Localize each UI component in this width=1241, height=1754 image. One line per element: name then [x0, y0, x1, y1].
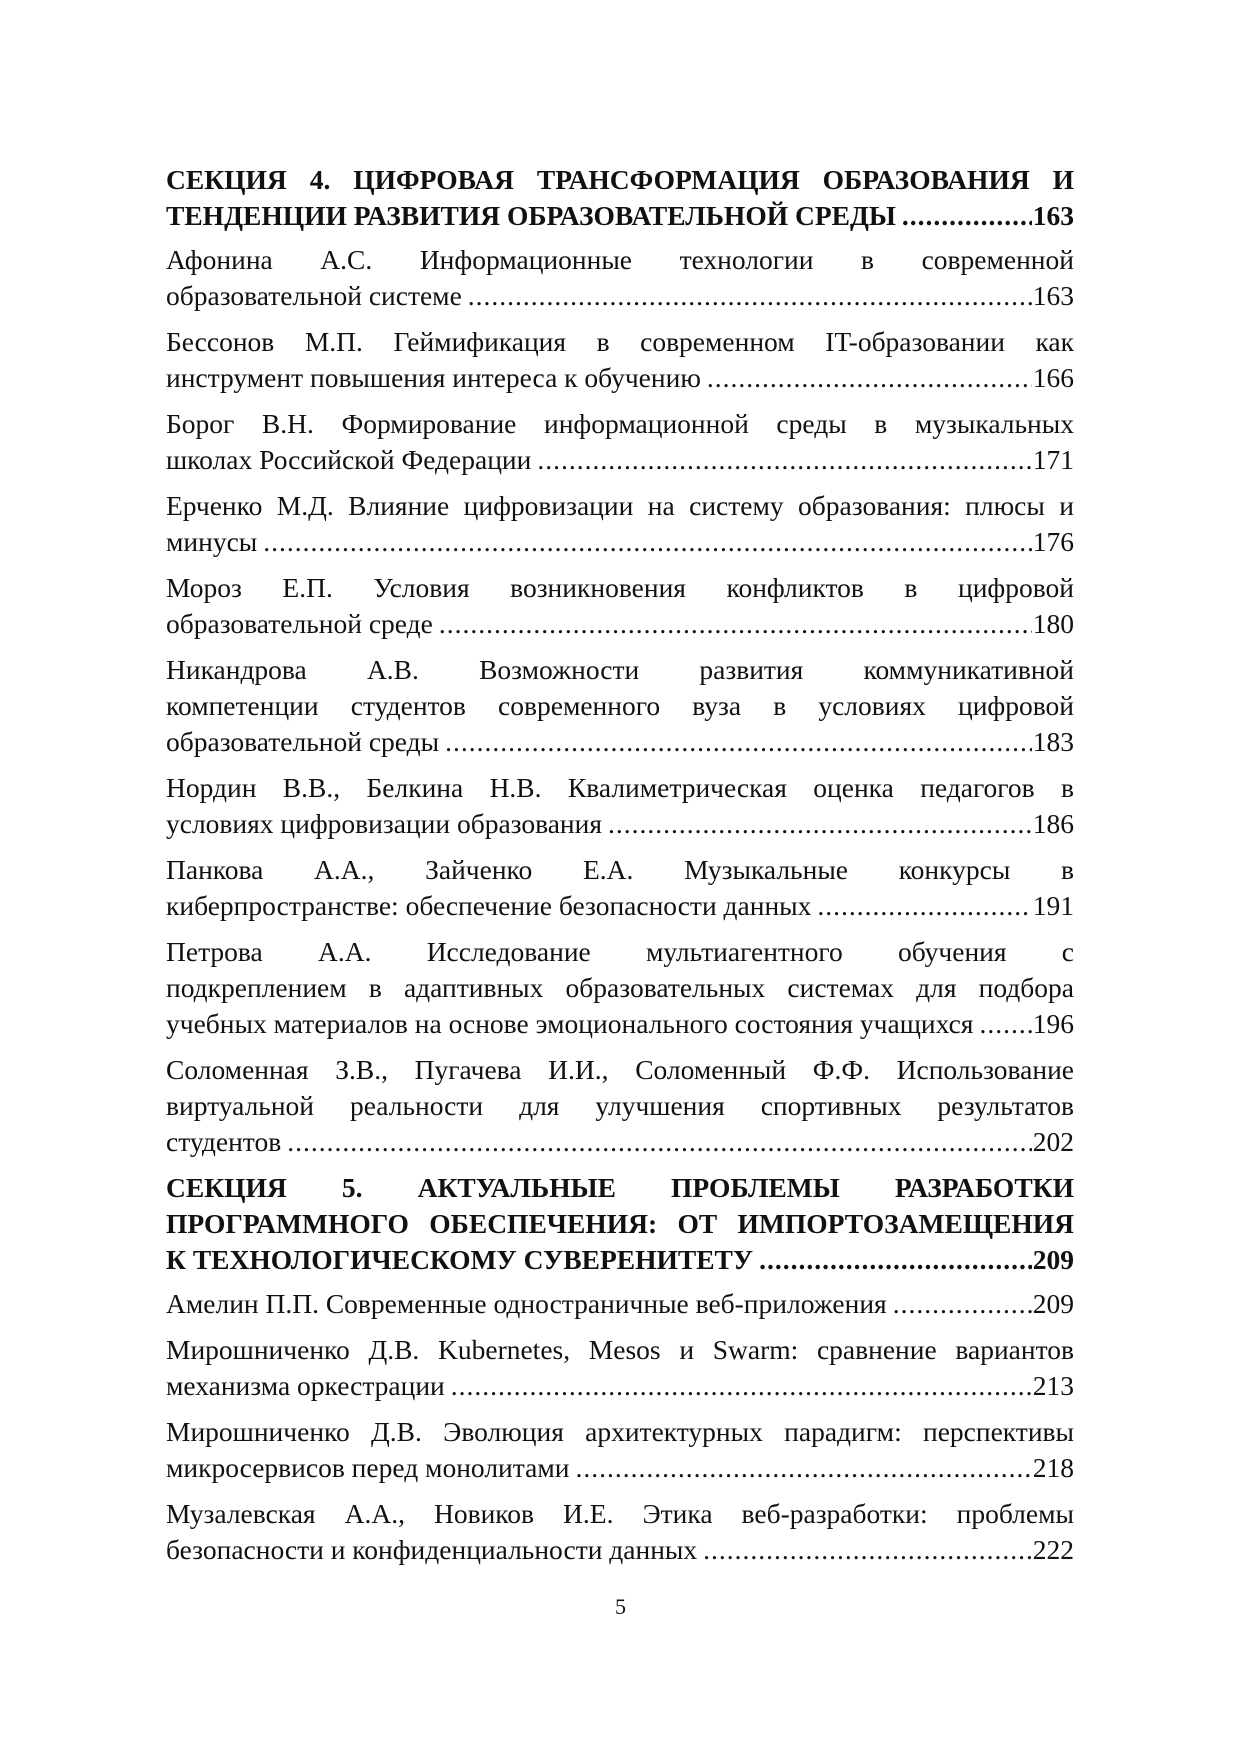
- toc-entry: [166, 1286, 1074, 1322]
- toc-entry: [166, 488, 1074, 560]
- toc-leader-line: [166, 1368, 1074, 1404]
- toc-line: Панкова А.А., Зайченко Е.А. Музыкальные конкурсы в: [166, 854, 1074, 885]
- dot-leader: [979, 1006, 1031, 1042]
- toc-line-text: К ТЕХНОЛОГИЧЕСКОМУ СУВЕРЕНИТЕТУ: [166, 1244, 754, 1275]
- toc-line-text: школах Российской Федерации: [166, 444, 532, 475]
- dot-leader: [263, 524, 1031, 560]
- toc-line: Бессонов М.П. Геймификация в современном IT-образовании как: [166, 326, 1074, 357]
- toc-leader-line: [166, 442, 1074, 478]
- toc-line-text: учебных материалов на основе эмоционального состояния учащихся: [166, 1008, 974, 1039]
- toc-entry: [166, 1414, 1074, 1486]
- toc-entry: [166, 1052, 1074, 1160]
- toc-leader-line: [166, 1242, 1074, 1278]
- toc-page-ref: 186: [1032, 808, 1074, 839]
- toc-page-ref: 202: [1032, 1126, 1074, 1157]
- toc-line-text: образовательной среды: [166, 726, 440, 757]
- toc-entry: [166, 852, 1074, 924]
- toc-entry: [166, 1332, 1074, 1404]
- toc-line-text: условиях цифровизации образования: [166, 808, 603, 839]
- toc-page-ref: 196: [1032, 1008, 1074, 1039]
- toc-entry: [166, 770, 1074, 842]
- toc-entry: [166, 652, 1074, 760]
- toc-leader-line: [166, 524, 1074, 560]
- toc-leader-line: [166, 606, 1074, 642]
- toc-leader-line: [166, 724, 1074, 760]
- page-number: 5: [615, 1594, 626, 1619]
- dot-leader: [468, 278, 1032, 314]
- section-heading: [166, 162, 1074, 234]
- dot-leader: [707, 360, 1032, 396]
- toc-page-ref: 176: [1032, 526, 1074, 557]
- toc-line: Музалевская А.А., Новиков И.Е. Этика веб-разработки: проблемы: [166, 1498, 1074, 1529]
- toc-line: виртуальной реальности для улучшения спортивных результатов: [166, 1090, 1074, 1121]
- dot-leader: [902, 198, 1032, 234]
- toc-entry: [166, 570, 1074, 642]
- toc-line-text: киберпространстве: обеспечение безопасности данных: [166, 890, 812, 921]
- toc-line-text: образовательной среде: [166, 608, 433, 639]
- toc-line-text: инструмент повышения интереса к обучению: [166, 362, 701, 393]
- toc-leader-line: [166, 1124, 1074, 1160]
- dot-leader: [817, 888, 1031, 924]
- dot-leader: [445, 724, 1032, 760]
- toc-line-text: микросервисов перед монолитами: [166, 1452, 570, 1483]
- toc-entry: [166, 934, 1074, 1042]
- toc-line: СЕКЦИЯ 4. ЦИФРОВАЯ ТРАНСФОРМАЦИЯ ОБРАЗОВАНИЯ И: [166, 164, 1074, 195]
- toc-page-ref: 183: [1032, 726, 1074, 757]
- toc-leader-line: [166, 360, 1074, 396]
- toc-line: Нордин В.В., Белкина Н.В. Квалиметрическая оценка педагогов в: [166, 772, 1074, 803]
- toc-line: Мирошниченко Д.В. Эволюция архитектурных парадигм: перспективы: [166, 1416, 1074, 1447]
- toc-page-ref: 171: [1032, 444, 1074, 475]
- toc-line: Мирошниченко Д.В. Kubernetes, Mesos и Swarm: сравнение вариантов: [166, 1334, 1074, 1365]
- toc-leader-line: [166, 198, 1074, 234]
- toc-page-ref: 218: [1032, 1452, 1074, 1483]
- dot-leader: [439, 606, 1032, 642]
- toc-line-text: механизма оркестрации: [166, 1370, 445, 1401]
- toc-line: Борог В.Н. Формирование информационной среды в музыкальных: [166, 408, 1074, 439]
- dot-leader: [893, 1286, 1032, 1322]
- toc-page-ref: 163: [1032, 200, 1074, 231]
- toc-page-ref: 163: [1032, 280, 1074, 311]
- toc-line: компетенции студентов современного вуза в условиях цифровой: [166, 690, 1074, 721]
- dot-leader: [608, 806, 1032, 842]
- toc-line-text: образовательной системе: [166, 280, 462, 311]
- toc-line: подкреплением в адаптивных образовательных системах для подбора: [166, 972, 1074, 1003]
- toc-page-ref: 209: [1032, 1244, 1074, 1275]
- toc-entry: [166, 324, 1074, 396]
- dot-leader: [575, 1450, 1031, 1486]
- toc-entry: [166, 406, 1074, 478]
- toc-line: Мороз Е.П. Условия возникновения конфликтов в цифровой: [166, 572, 1074, 603]
- dot-leader: [287, 1124, 1032, 1160]
- toc-line: Петрова А.А. Исследование мультиагентного обучения с: [166, 936, 1074, 967]
- toc-leader-line: [166, 1286, 1074, 1322]
- toc-page-ref: 222: [1032, 1534, 1074, 1565]
- table-of-contents: [166, 162, 1074, 1578]
- toc-page-ref: 191: [1032, 890, 1074, 921]
- toc-entry: [166, 242, 1074, 314]
- toc-line-text: студентов: [166, 1126, 282, 1157]
- toc-line: Ерченко М.Д. Влияние цифровизации на систему образования: плюсы и: [166, 490, 1074, 521]
- dot-leader: [703, 1532, 1032, 1568]
- toc-leader-line: [166, 1450, 1074, 1486]
- toc-line: Никандрова А.В. Возможности развития коммуникативной: [166, 654, 1074, 685]
- toc-page-ref: 209: [1032, 1288, 1074, 1319]
- toc-leader-line: [166, 806, 1074, 842]
- toc-leader-line: [166, 1532, 1074, 1568]
- toc-line-text: безопасности и конфиденциальности данных: [166, 1534, 698, 1565]
- toc-leader-line: [166, 1006, 1074, 1042]
- toc-line-text: Амелин П.П. Современные одностраничные веб-приложения: [166, 1288, 887, 1319]
- toc-page-ref: 213: [1032, 1370, 1074, 1401]
- toc-leader-line: [166, 888, 1074, 924]
- toc-line: СЕКЦИЯ 5. АКТУАЛЬНЫЕ ПРОБЛЕМЫ РАЗРАБОТКИ: [166, 1172, 1074, 1203]
- toc-line: Афонина А.С. Информационные технологии в современной: [166, 244, 1074, 275]
- section-heading: [166, 1170, 1074, 1278]
- toc-page-ref: 180: [1032, 608, 1074, 639]
- toc-line-text: минусы: [166, 526, 258, 557]
- toc-leader-line: [166, 278, 1074, 314]
- toc-line: ПРОГРАММНОГО ОБЕСПЕЧЕНИЯ: ОТ ИМПОРТОЗАМЕЩЕНИЯ: [166, 1208, 1074, 1239]
- dot-leader: [537, 442, 1031, 478]
- toc-line-text: ТЕНДЕНЦИИ РАЗВИТИЯ ОБРАЗОВАТЕЛЬНОЙ СРЕДЫ: [166, 200, 896, 231]
- toc-line: Соломенная З.В., Пугачева И.И., Соломенный Ф.Ф. Использование: [166, 1054, 1074, 1085]
- dot-leader: [759, 1242, 1032, 1278]
- toc-entry: [166, 1496, 1074, 1568]
- dot-leader: [451, 1368, 1032, 1404]
- toc-page-ref: 166: [1032, 362, 1074, 393]
